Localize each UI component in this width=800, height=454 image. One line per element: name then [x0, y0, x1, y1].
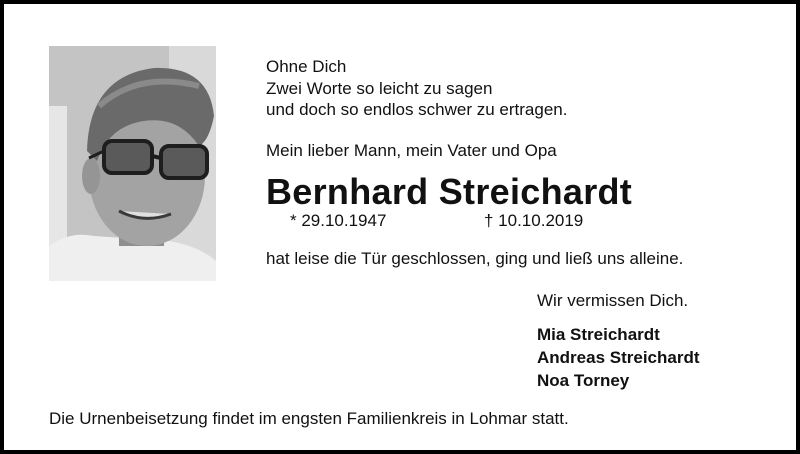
intro-line: Mein lieber Mann, mein Vater und Opa — [266, 141, 557, 160]
poem-line-2: Zwei Worte so leicht zu sagen — [266, 79, 493, 98]
mourner-name: Mia Streichardt — [537, 325, 660, 344]
footer-note: Die Urnenbeisetzung findet im engsten Familienkreis in Lohmar statt. — [49, 409, 569, 428]
poem-line-3: und doch so endlos schwer zu ertragen. — [266, 100, 568, 119]
death-date: † 10.10.2019 — [484, 211, 584, 230]
closing-line: hat leise die Tür geschlossen, ging und ließ uns alleine. — [266, 249, 684, 268]
deceased-name: Bernhard Streichardt — [266, 171, 633, 212]
miss-line: Wir vermissen Dich. — [537, 291, 689, 310]
portrait-photo — [49, 46, 216, 281]
portrait-image — [49, 46, 216, 281]
birth-date: * 29.10.1947 — [290, 211, 387, 230]
mourner-name: Noa Torney — [537, 371, 630, 390]
poem-line-1: Ohne Dich — [266, 57, 347, 76]
mourner-name: Andreas Streichardt — [537, 348, 700, 367]
